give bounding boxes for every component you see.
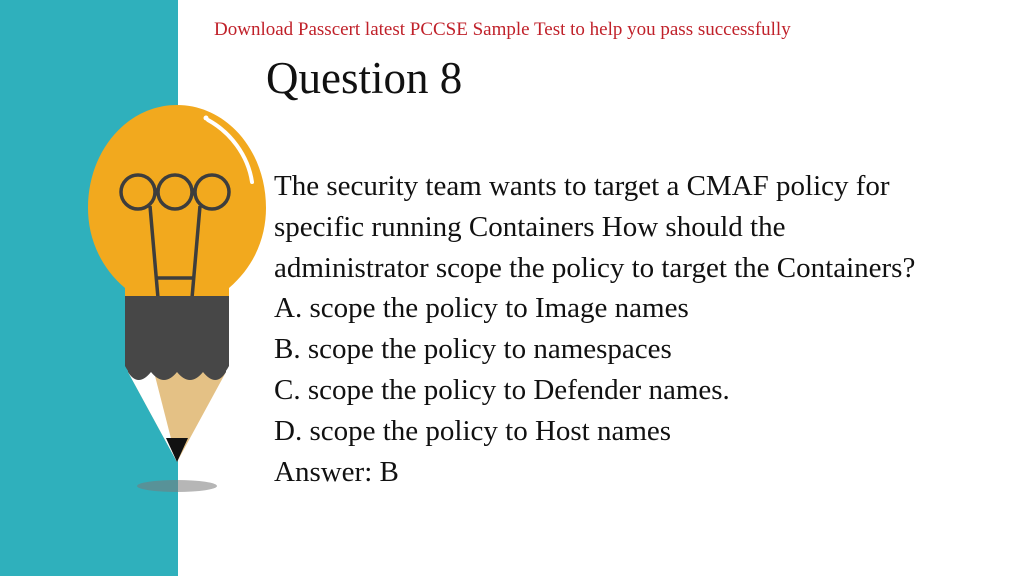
bulb-base xyxy=(125,296,229,366)
option-d: D. scope the policy to Host names xyxy=(274,414,672,447)
option-a: A. scope the policy to Image names xyxy=(274,292,689,325)
question-line-3: administrator scope the policy to target the Containers? xyxy=(274,251,916,284)
pencil-tip xyxy=(166,438,188,462)
download-banner: Download Passcert latest PCCSE Sample Test to help you pass successfully xyxy=(214,19,791,40)
question-line-1: The security team wants to target a CMAF policy for xyxy=(274,170,890,202)
question-line-2: specific running Containers How should the xyxy=(274,210,786,243)
lightbulb-pencil-icon xyxy=(80,100,270,500)
question-title: Question 8 xyxy=(266,53,463,103)
option-b: B. scope the policy to namespaces xyxy=(274,333,672,366)
answer-line: Answer: B xyxy=(274,455,399,488)
option-c: C. scope the policy to Defender names. xyxy=(274,373,730,406)
bulb-shadow xyxy=(137,480,217,492)
question-body xyxy=(274,166,1019,492)
bulb-glass xyxy=(88,105,266,300)
